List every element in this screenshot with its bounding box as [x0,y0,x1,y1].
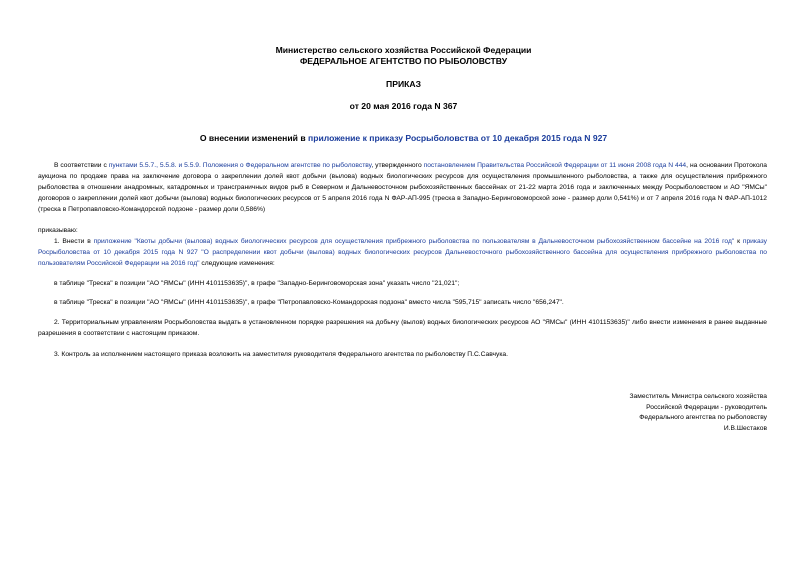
signature-line-1: Заместитель Министра сельского хозяйства [629,393,767,400]
agency-name: ФЕДЕРАЛЬНОЕ АГЕНТСТВО ПО РЫБОЛОВСТВУ [299,56,508,66]
change-1-paragraph: в таблице "Треска" в позиции "АО "ЯМСы" (ИНН 4101153635)", в графе "Западно-Беринговоморская зона" указать число "21,021"; [54,280,460,287]
item-2-paragraph: 2. Территориальным управлениям Росрыболовства выдать в установленном порядке разрешения на добычу (вылов) водных биологических ресурсов АО "ЯМСы" (ИНН 4101153635)" либо внести изменения в ранее выданные разрешения в соответствии с настоящим приказом. [38,319,767,337]
signature-name: И.В.Шестаков [723,424,767,432]
signature-block [547,392,767,434]
orders-label: приказываю: [38,227,78,234]
preamble-text-3: , на основании Протокола аукциона по продаже права на заключение договора о закреплении долей квот добычи (вылова) водных биологических ресурсов для осуществления промышленного рыболовства, а также для осуществления прибрежного рыболовства в отношении анадромных, катадромных и трансграничных видов рыб в Северном и Дальневосточном рыбохозяйственных бассейнах от 21-22 марта 2016 года и заключенных между Росрыболовством и АО "ЯМСы" договоров о закреплении долей квот добычи (вылова) водных биологических ресурсов от 5 апреля 2016 года N ФАР-АП-995 (треска в Западно-Беринговоморской зоне - размер доли 0,541%) и от 7 апреля 2016 года N ФАР-АП-1012 (треска в Петропавловско-Командорской подзоне - размер доли 0,586%) [38,162,768,213]
signature-line-3: Федерального агентства по рыболовству [639,414,767,421]
item-1-paragraph [38,236,767,269]
preamble-text-1: В соответствии с [54,162,109,169]
ministry-name: Министерство сельского хозяйства Российской Федерации [275,45,532,55]
document-title [0,133,807,143]
item-1-text-b: к [734,238,743,245]
title-link[interactable]: приложение к приказу Росрыболовства от 10 декабря 2015 года N 927 [308,133,608,143]
preamble-text-2: , утвержденного [371,162,424,169]
change-2-paragraph: в таблице "Треска" в позиции "АО "ЯМСы" (ИНН 4101153635)", в графе "Петропавловско-Командорская подзона" вместо числа "595,715" записать число "656,247". [54,299,564,306]
signature-line-2: Российской Федерации - руководитель [646,403,767,411]
order-link[interactable]: приказу Росрыболовства от 10 декабря 2015 года N 927 "О распределении квот добычи (вылова) водных биологических ресурсов Дальневосточного рыбохозяйственного бассейна для осуществления прибрежного рыболовства по пользователям Российской Федерации на 2016 год" [38,238,767,267]
decree-link[interactable]: постановлением Правительства Российской Федерации от 11 июня 2008 года N 444 [423,162,687,169]
points-link[interactable]: пунктами 5.5.7., 5.5.8. и 5.5.9. Положения о Федеральном агентстве по рыболовству [108,162,372,169]
item-1-text-a: 1. Внести в [54,238,94,245]
appendix-link[interactable]: приложение "Квоты добычи (вылова) водных биологических ресурсов для осуществления прибрежного рыболовства по пользователям в Дальневосточном рыбохозяйственном бассейне на 2016 год" [93,238,735,245]
document-date-number: от 20 мая 2016 года N 367 [349,101,458,111]
item-1-text-c: следующие изменения: [199,260,275,267]
item-3-paragraph: 3. Контроль за исполнением настоящего приказа возложить на заместителя руководителя Федерального агентства по рыболовству П.С.Савчука. [54,351,508,358]
document-type: ПРИКАЗ [386,79,421,89]
preamble-paragraph [38,160,767,215]
title-prefix: О внесении изменений в [199,133,308,143]
